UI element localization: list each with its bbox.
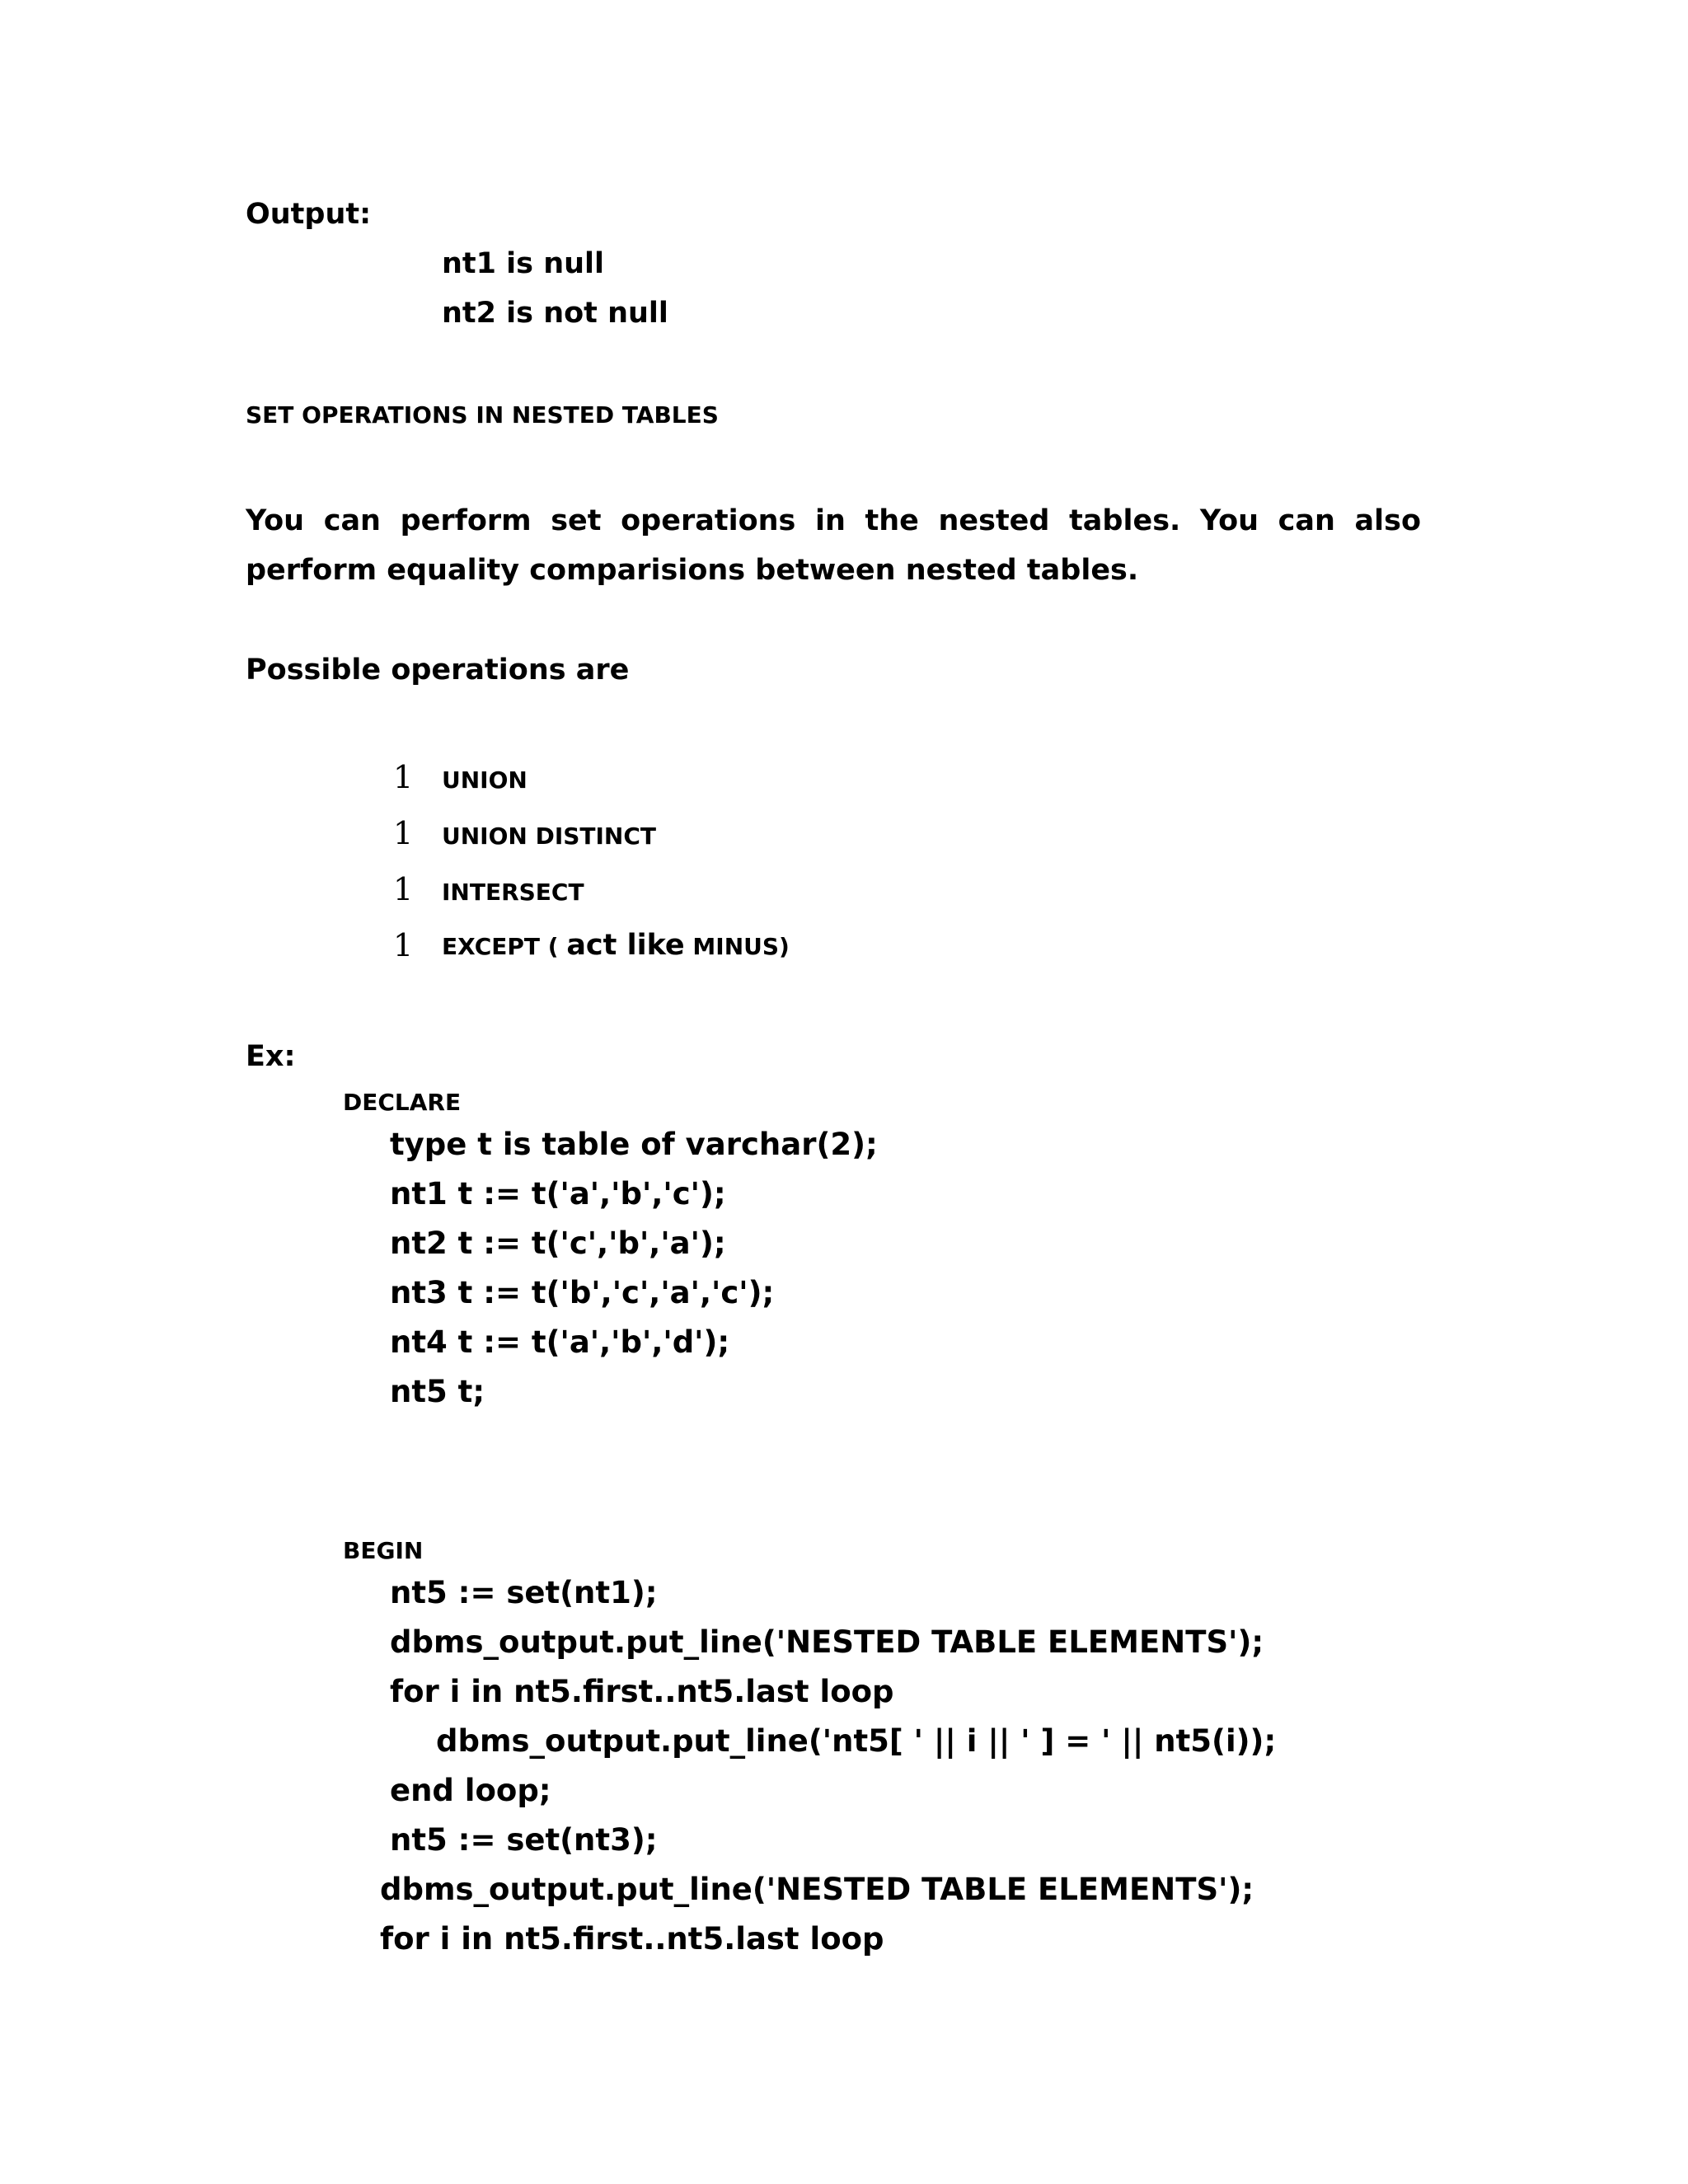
section-heading: SET OPERATIONS IN NESTED TABLES (246, 401, 719, 429)
intro-paragraph: You can perform set operations in the nested tables. You can also perform equality comparisions between nested tables. (246, 504, 1421, 587)
operation-label (442, 930, 790, 965)
begin-keyword: BEGIN (343, 1537, 424, 1564)
code-line: dbms_output.put_line('NESTED TABLE ELEMENTS'); (390, 1624, 1264, 1660)
code-line: dbms_output.put_line('nt5[ ' || i || ' ] = ' || nt5(i)); (436, 1723, 1277, 1759)
output-line-1: nt1 is null (442, 247, 605, 280)
declare-keyword: DECLARE (343, 1089, 462, 1116)
code-line: nt5 := set(nt1); (390, 1575, 658, 1610)
code-line: nt3 t := t('b','c','a','c'); (390, 1275, 775, 1310)
code-line: for i in nt5.first..nt5.last loop (380, 1921, 884, 1957)
code-line: nt5 t; (390, 1374, 485, 1409)
list-marker: 1 (393, 759, 414, 795)
code-line: dbms_output.put_line('NESTED TABLE ELEMENTS'); (380, 1872, 1254, 1907)
code-line: nt4 t := t('a','b','d'); (390, 1324, 730, 1360)
code-line: end loop; (390, 1773, 551, 1808)
possible-operations-label: Possible operations are (246, 654, 630, 687)
code-line: type t is table of varchar(2); (390, 1127, 878, 1162)
code-line: nt2 t := t('c','b','a'); (390, 1226, 726, 1261)
code-line: nt1 t := t('a','b','c'); (390, 1176, 726, 1212)
list-marker: 1 (393, 871, 414, 907)
code-line: for i in nt5.first..nt5.last loop (390, 1674, 894, 1709)
output-line-2: nt2 is not null (442, 297, 668, 330)
operation-label-mid: act like (566, 929, 685, 962)
list-marker: 1 (393, 927, 414, 963)
code-line: nt5 := set(nt3); (390, 1822, 658, 1858)
operation-label-pre: EXCEPT ( (442, 933, 567, 960)
operation-label: INTERSECT (442, 879, 584, 906)
output-label: Output: (246, 198, 372, 231)
operation-label-post: MINUS) (684, 933, 790, 960)
example-label: Ex: (246, 1040, 296, 1073)
operation-label: UNION DISTINCT (442, 823, 656, 850)
operation-label: UNION (442, 766, 528, 794)
list-marker: 1 (393, 815, 414, 851)
